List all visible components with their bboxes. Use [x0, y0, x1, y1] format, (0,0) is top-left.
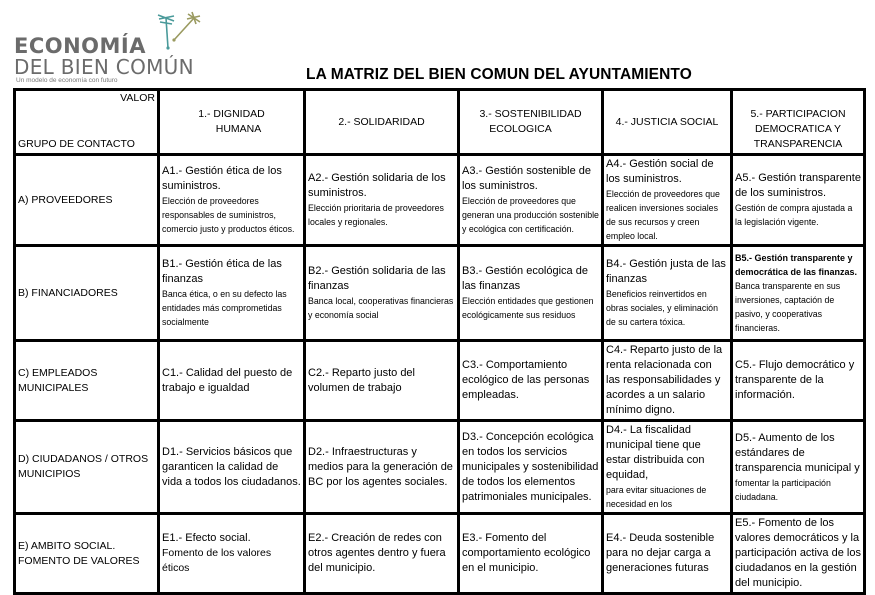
column-header-text: 2.- SOLIDARIDAD [338, 115, 425, 128]
column-header-4 [603, 90, 732, 155]
cell-description: para evitar situaciones de necesidad en los [606, 485, 707, 509]
row-label: E) AMBITO SOCIAL. FOMENTO DE VALORES [15, 514, 159, 594]
column-header-text: 1.- DIGNIDAD [198, 108, 265, 120]
matrix-cell-a3 [459, 155, 603, 246]
cell-description: Elección prioritaria de proveedores locales y regionales. [308, 203, 444, 227]
column-header-text: TRANSPARENCIA [753, 138, 843, 150]
matrix-cell-a5 [732, 155, 865, 246]
matrix-cell-c2 [305, 341, 459, 421]
matrix-cell-e5 [732, 514, 865, 594]
cell-title: B2.- Gestión solidaria de las finanzas [308, 265, 446, 292]
matrix-cell-d4 [603, 421, 732, 514]
logo-subtitle: DEL BIEN COMÚN [14, 55, 194, 79]
matrix-cell-b2 [305, 246, 459, 341]
matrix-cell-b5 [732, 246, 865, 341]
cell-title: E1.- Efecto social. [162, 532, 251, 544]
header-row [15, 90, 865, 155]
page-title: LA MATRIZ DEL BIEN COMUN DEL AYUNTAMIENTO [306, 66, 692, 83]
matrix-cell-e1 [159, 514, 305, 594]
cell-title: A2.- Gestión solidaria de los suministros. [308, 172, 446, 199]
table-row [15, 341, 865, 421]
logo-title: ECONOMÍA [14, 34, 146, 58]
table-row [15, 421, 865, 514]
cell-title: C1.- Calidad del puesto de trabajo e igualdad [162, 366, 293, 394]
cell-description: Gestión de compra ajustada a la legislación vigente. [735, 203, 853, 227]
cell-title: E5.- Fomento de los valores democráticos y la participación activa de los ciudadanos en la gestión del municipio. [735, 517, 861, 589]
cell-title: E2.- Creación de redes con otros agentes dentro y fuera del municipio. [308, 532, 446, 574]
matrix-cell-d5 [732, 421, 865, 514]
cell-title: E3.- Fomento del comportamiento ecológico en el municipio. [462, 532, 591, 574]
matrix-cell-d2 [305, 421, 459, 514]
column-header-text: HUMANA [215, 123, 262, 135]
cell-title: C4.- Reparto justo de la renta relacionada con las responsabilidades y acordes a un salario mínimo digno. [606, 344, 723, 416]
cell-title: A4.- Gestión social de los suministros. [606, 158, 714, 185]
cell-title: D1.- Servicios básicos que garanticen la calidad de vida a todos los ciudadanos. [162, 445, 301, 488]
matrix-cell-a1 [159, 155, 305, 246]
matrix-cell-b1 [159, 246, 305, 341]
row-label: D) CIUDADANOS / OTROS MUNICIPIOS [15, 421, 159, 514]
cell-title: A1.- Gestión ética de los suministros. [162, 165, 282, 192]
matrix-cell-a4 [603, 155, 732, 246]
cell-description: Elección de proveedores responsables de suministros, comercio justo y productos éticos. [162, 196, 295, 234]
matrix-cell-e4 [603, 514, 732, 594]
cell-title: B1.- Gestión ética de las finanzas [162, 258, 282, 285]
cell-title: D4.- La fiscalidad municipal tiene que estar distribuida con equidad, [606, 424, 705, 481]
column-header-text: 5.- PARTICIPACION [750, 108, 846, 120]
cell-title: A3.- Gestión sostenible de los suministros. [462, 165, 592, 192]
matrix-cell-c4 [603, 341, 732, 421]
corner-cell [15, 90, 159, 155]
grupo-label: GRUPO DE CONTACTO [18, 138, 135, 150]
cell-description: Beneficios reinvertidos en obras sociales, y eliminación de su cartera tóxica. [606, 289, 718, 327]
column-header-2 [305, 90, 459, 155]
cell-description: Fomento de los valores éticos [162, 547, 272, 574]
cell-description: Banca local, cooperativas financieras y economía social [308, 296, 454, 320]
column-header-text: ECOLOGICA [489, 123, 552, 135]
column-header-text: DEMOCRATICA Y [755, 123, 841, 135]
cell-title: C3.- Comportamiento ecológico de las personas empleadas. [462, 359, 590, 401]
column-header-text: 4.- JUSTICIA SOCIAL [615, 115, 719, 128]
cell-title: D5.- Aumento de los estándares de transparencia municipal y [735, 431, 860, 474]
cell-title: B3.- Gestión ecológica de las finanzas [462, 265, 588, 292]
cell-description: fomentar la participación ciudadana. [735, 477, 831, 502]
cell-title: D2.- Infraestructuras y medios para la generación de BC por los agentes sociales. [308, 445, 453, 488]
cell-title: B4.- Gestión justa de las finanzas [606, 258, 726, 285]
matrix-cell-b3 [459, 246, 603, 341]
logo [14, 10, 214, 85]
column-header-text: 3.- SOSTENIBILIDAD [479, 108, 582, 120]
cell-description: Elección de proveedores que generan una producción sostenible y ecológica con certificación. [462, 196, 599, 234]
cell-title: B5.- Gestión transparente y democrática de las finanzas. [735, 253, 858, 277]
column-header-1 [159, 90, 305, 155]
table-row [15, 246, 865, 341]
cell-title: A5.- Gestión transparente de los suministros. [735, 172, 861, 199]
matrix-cell-a2 [305, 155, 459, 246]
matrix-cell-d1 [159, 421, 305, 514]
matrix-cell-c3 [459, 341, 603, 421]
matrix-cell-b4 [603, 246, 732, 341]
cell-title: C5.- Flujo democrático y transparente de la información. [735, 359, 855, 401]
cell-description: Banca transparente en sus inversiones, captación de pasivo, y cooperativas financieras. [735, 281, 841, 333]
dandelion-seeds-icon [154, 10, 204, 50]
matrix-cell-d3 [459, 421, 603, 514]
matrix-cell-c5 [732, 341, 865, 421]
matrix-cell-e2 [305, 514, 459, 594]
table-row [15, 155, 865, 246]
cell-description: Banca ética, o en su defecto las entidades más comprometidas socialmente [162, 289, 287, 327]
column-header-3 [459, 90, 603, 155]
row-label: A) PROVEEDORES [15, 155, 159, 246]
cell-description: Elección de proveedores que realicen inversiones sociales de sus recursos y creen empleo local. [606, 189, 720, 241]
cell-description: Elección entidades que gestionen ecológicamente sus residuos [462, 296, 594, 320]
matrix-cell-e3 [459, 514, 603, 594]
valor-label: VALOR [120, 92, 155, 104]
cell-title: C2.- Reparto justo del volumen de trabajo [308, 366, 415, 394]
matrix-cell-c1 [159, 341, 305, 421]
cell-title: E4.- Deuda sostenible para no dejar carga a generaciones futuras [606, 532, 715, 574]
logo-tagline: Un modelo de economía con futuro [16, 77, 118, 84]
table-row [15, 514, 865, 594]
row-label: B) FINANCIADORES [15, 246, 159, 341]
cell-title: D3.- Concepción ecológica en todos los servicios municipales y sostenibilidad de todos los elementos patrimoniales municipales. [462, 430, 599, 503]
common-good-matrix [13, 88, 866, 595]
row-label: C) EMPLEADOS MUNICIPALES [15, 341, 159, 421]
column-header-5 [732, 90, 865, 155]
